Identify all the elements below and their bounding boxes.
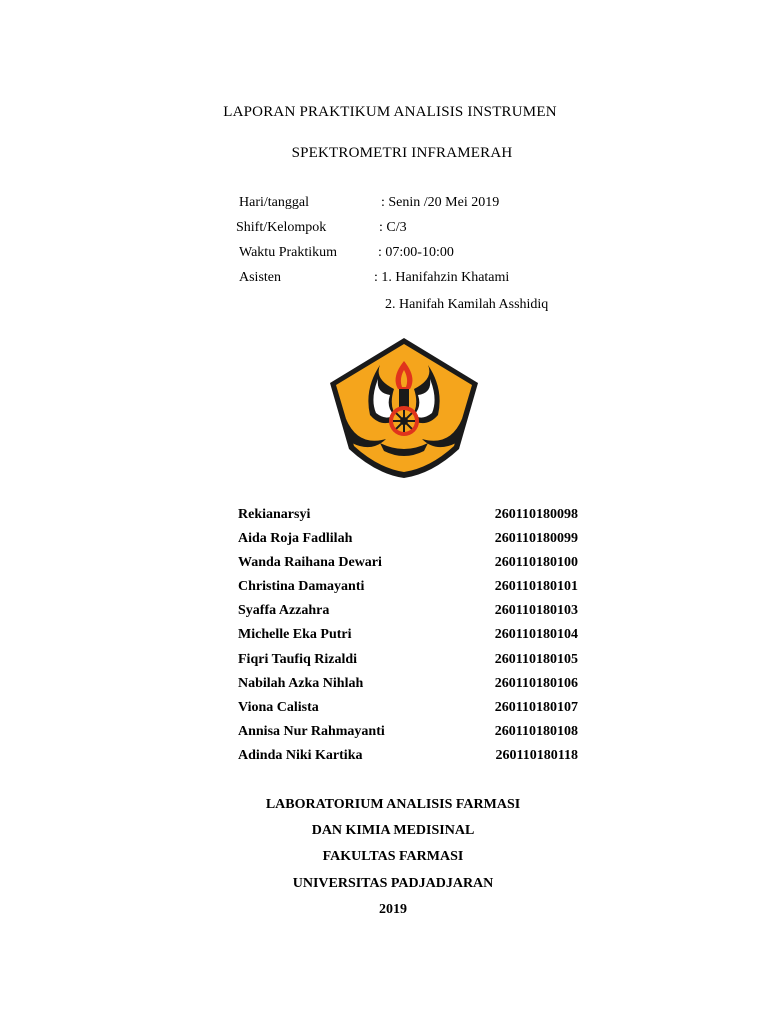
footer-line-faculty: FAKULTAS FARMASI — [322, 849, 464, 865]
list-item — [238, 554, 578, 578]
list-item — [238, 626, 578, 650]
member-name: Aida Roja Fadlilah — [238, 531, 353, 547]
member-name: Adinda Niki Kartika — [238, 747, 363, 763]
footer-line-lab-cont: DAN KIMIA MEDISINAL — [311, 823, 475, 839]
info-label-time: Waktu Praktikum — [239, 245, 338, 260]
member-npm: 260110180098 — [494, 507, 578, 522]
member-name: Annisa Nur Rahmayanti — [238, 723, 385, 739]
info-value-date: : Senin /20 Mei 2019 — [381, 195, 500, 210]
list-item — [238, 723, 578, 747]
member-npm: 260110180105 — [494, 651, 578, 667]
member-npm: 260110180107 — [494, 699, 578, 715]
info-label-shift: Shift/Kelompok — [236, 220, 327, 235]
info-label-assistant: Asisten — [239, 270, 281, 285]
list-item — [238, 530, 578, 554]
member-npm: 260110180108 — [494, 723, 578, 739]
member-name: Christina Damayanti — [238, 579, 365, 595]
list-item — [238, 747, 578, 771]
footer-line-year: 2019 — [379, 901, 407, 917]
member-name: Syaffa Azzahra — [238, 603, 330, 619]
info-value-time: : 07:00-10:00 — [378, 245, 454, 260]
member-npm: 260110180118 — [495, 747, 578, 763]
member-npm: 260110180103 — [494, 603, 578, 619]
list-item — [238, 506, 578, 530]
list-item — [238, 651, 578, 675]
info-value-shift: : C/3 — [379, 220, 407, 235]
member-npm: 260110180101 — [494, 579, 578, 595]
list-item — [238, 675, 578, 699]
list-item — [238, 578, 578, 602]
member-name: Fiqri Taufiq Rizaldi — [238, 651, 358, 667]
info-value-assistant-2: 2. Hanifah Kamilah Asshidiq — [385, 297, 549, 312]
member-name: Nabilah Azka Nihlah — [238, 675, 364, 691]
report-title: LAPORAN PRAKTIKUM ANALISIS INSTRUMEN — [223, 104, 557, 120]
member-list — [238, 506, 578, 771]
member-npm: 260110180104 — [494, 627, 578, 643]
member-name: Viona Calista — [238, 699, 319, 715]
member-name: Wanda Raihana Dewari — [238, 555, 382, 571]
member-npm: 260110180099 — [494, 531, 578, 547]
info-label-date: Hari/tanggal — [239, 195, 309, 210]
list-item — [238, 699, 578, 723]
report-subtitle: SPEKTROMETRI INFRAMERAH — [291, 145, 513, 161]
member-npm: 260110180106 — [494, 675, 578, 691]
list-item — [238, 602, 578, 626]
member-npm: 260110180100 — [494, 555, 578, 571]
member-name: Michelle Eka Putri — [238, 627, 352, 643]
footer-line-lab: LABORATORIUM ANALISIS FARMASI — [265, 797, 521, 812]
member-name: Rekianarsyi — [238, 507, 311, 522]
university-emblem-logo — [328, 337, 480, 479]
institution-footer — [0, 796, 768, 927]
footer-line-university: UNIVERSITAS PADJADJARAN — [292, 875, 494, 891]
info-value-assistant-1: : 1. Hanifahzin Khatami — [374, 270, 510, 285]
